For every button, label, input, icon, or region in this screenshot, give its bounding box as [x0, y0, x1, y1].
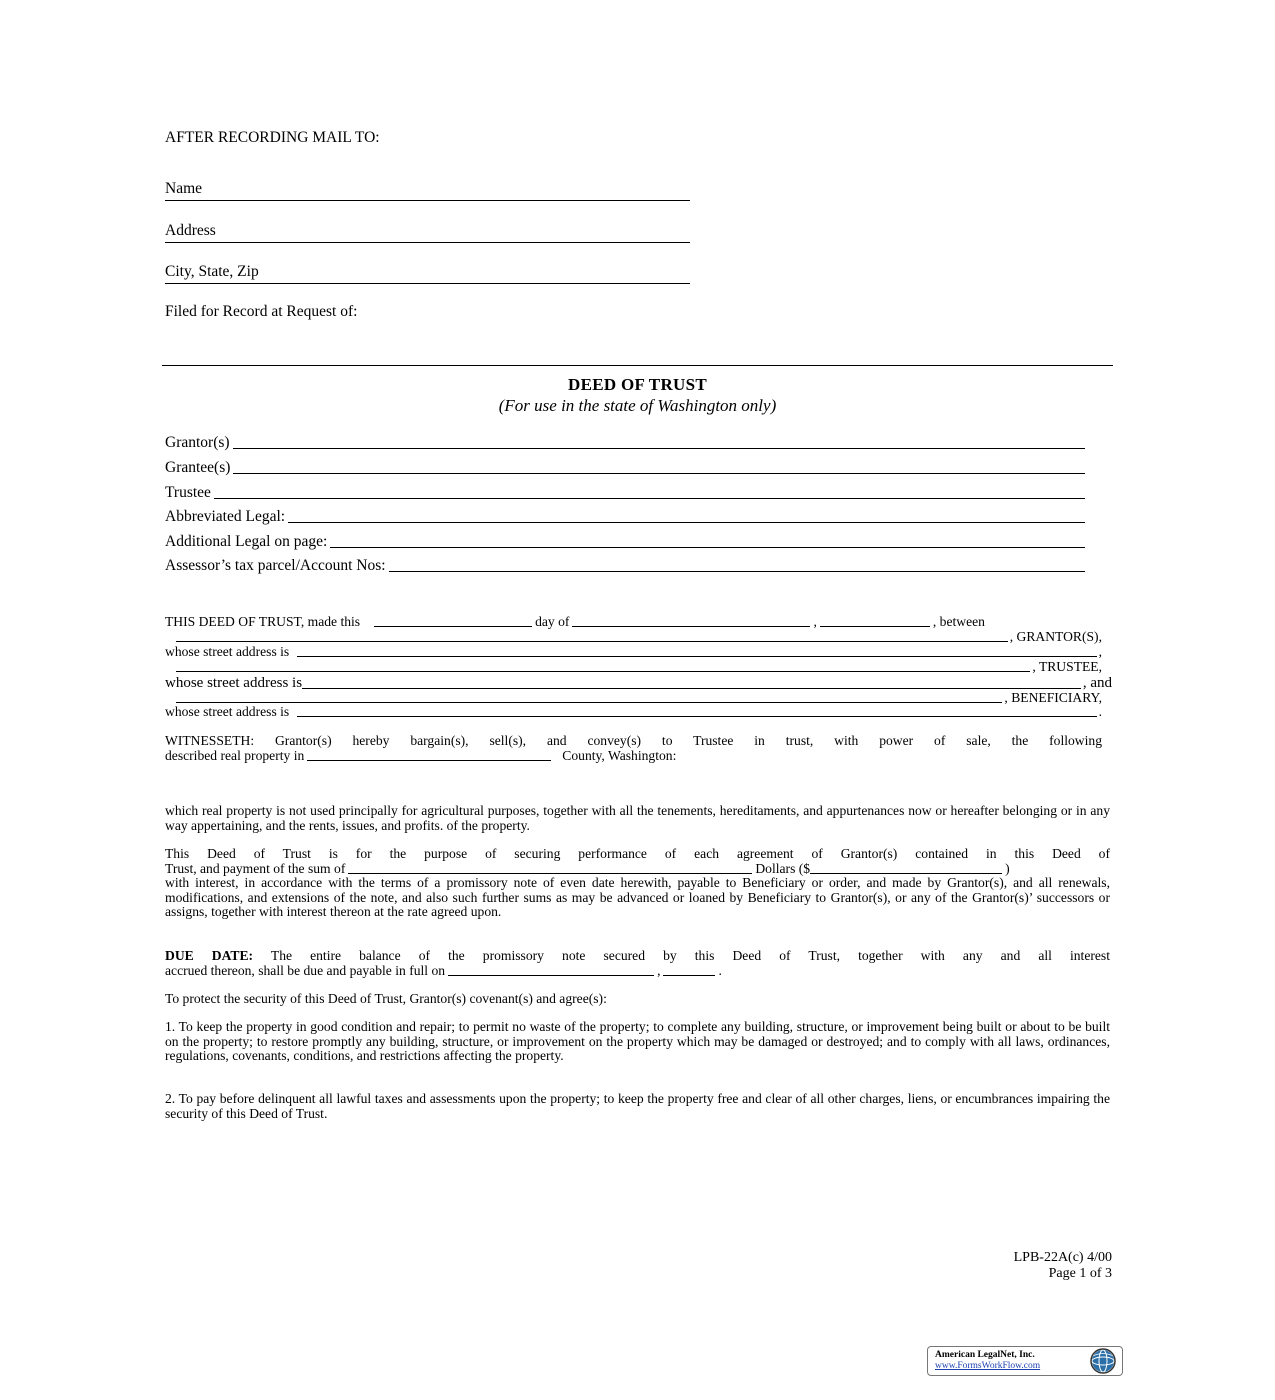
- grantor-address-line[interactable]: [297, 645, 1096, 657]
- abbreviated-legal-line[interactable]: [288, 508, 1085, 523]
- between-label: , between: [932, 614, 985, 629]
- day-line[interactable]: [374, 615, 532, 627]
- due-date-line[interactable]: [448, 964, 654, 976]
- name-field[interactable]: [165, 180, 690, 201]
- covenant-item-2: 2. To pay before delinquent all lawful taxes and assessments upon the property; to keep the property free and clear of all other charges, liens, or encumbrances impairing the security of this Deed of Trust.: [165, 1091, 1110, 1121]
- purpose-sum-row: [165, 861, 1100, 876]
- due-date-payable: accrued thereon, shall be due and payable in full on: [165, 963, 446, 978]
- due-date-label: DUE DATE:: [165, 948, 254, 963]
- grantor-field[interactable]: [165, 432, 1085, 452]
- city-state-zip-label: City, State, Zip: [165, 263, 259, 280]
- assessor-label: Assessor’s tax parcel/Account Nos:: [165, 557, 386, 574]
- and-label: , and: [1082, 675, 1112, 691]
- due-date-line1: [165, 949, 1110, 964]
- beneficiary-address-row: [165, 704, 1102, 719]
- county-suffix: County, Washington:: [562, 748, 677, 763]
- grantee-label: Grantee(s): [165, 459, 231, 476]
- month-line[interactable]: [572, 615, 810, 627]
- grantor-address-label: whose street address is: [165, 644, 290, 659]
- comma-1: ,: [813, 614, 817, 629]
- covenant-item-1: 1. To keep the property in good condition and repair; to permit no waste of the property; to complete any building, structure, or improvement being built or about to be built on the property; to restore promptly any building, structure, or improvement on the property which may be damaged or destroyed; and to comply with all laws, ordinances, regulations, covenants, conditions, and restrictions affecting the property.: [165, 1019, 1110, 1064]
- beneficiary-address-period: .: [1098, 704, 1102, 719]
- sum-words-line[interactable]: [348, 862, 752, 874]
- trustee-label: Trustee: [165, 484, 211, 501]
- grantee-line[interactable]: [233, 459, 1085, 474]
- beneficiary-name-line[interactable]: [176, 691, 1002, 703]
- day-of-label: day of: [535, 614, 570, 629]
- grantors-label: , GRANTOR(S),: [1009, 629, 1102, 644]
- real-property-paragraph: which real property is not used principally for agricultural purposes, together with all the tenements, hereditaments, and appurtenances now or hereafter belonging or in any way appertaining, and the rents, issues, and profits. of the property.: [165, 803, 1110, 833]
- due-date-line2: [165, 963, 865, 978]
- assessor-field[interactable]: [165, 555, 1085, 575]
- document-subtitle: (For use in the state of Washington only): [498, 396, 777, 415]
- trustee-line[interactable]: [214, 484, 1085, 499]
- assessor-line[interactable]: [389, 557, 1085, 572]
- additional-legal-line[interactable]: [330, 533, 1085, 548]
- trustee-row: [174, 659, 1102, 674]
- beneficiary-address-label: whose street address is: [165, 704, 290, 719]
- purpose-paragraph: with interest, in accordance with the terms of a promissory note of even date herewith, payable to Beneficiary or order, and made by Grantor(s), and all renewals, modifications, and extensions of the note, and also such further sums as may be advanced or loaned by Beneficiary to Grantor(s), or any of the Grantor(s)’ successors or assigns, together with interest thereon at the rate agreed upon.: [165, 875, 1110, 920]
- beneficiary-address-line[interactable]: [297, 705, 1096, 717]
- trustee-field[interactable]: [165, 482, 1085, 502]
- grantors-line[interactable]: [176, 630, 1008, 642]
- due-date-comma: ,: [657, 963, 661, 978]
- abbreviated-legal-field[interactable]: [165, 506, 1085, 526]
- year-line[interactable]: [820, 615, 930, 627]
- due-year-line[interactable]: [663, 964, 715, 976]
- grantor-address-comma: ,: [1098, 644, 1102, 659]
- globe-icon: [1087, 1348, 1119, 1374]
- grantor-label: Grantor(s): [165, 434, 230, 451]
- made-this-row: [165, 614, 1102, 629]
- trustee-role-label: , TRUSTEE,: [1032, 659, 1102, 674]
- document-title: DEED OF TRUST: [568, 375, 707, 394]
- witnesseth-line2: [165, 748, 865, 763]
- logo-url[interactable]: www.FormsWorkFlow.com: [935, 1361, 1041, 1371]
- american-legalnet-logo[interactable]: [927, 1346, 1123, 1376]
- due-date-period: .: [718, 963, 722, 978]
- witnesseth-line1: WITNESSETH: Grantor(s) hereby bargain(s), sell(s), and convey(s) to Trustee in trust, with power of sale, the following: [165, 733, 1102, 748]
- trustee-address-line[interactable]: [302, 677, 1081, 689]
- dollars-close: ): [1005, 861, 1010, 876]
- header-divider: [162, 365, 1113, 366]
- name-label: Name: [165, 180, 203, 197]
- beneficiary-role-label: , BENEFICIARY,: [1004, 690, 1102, 705]
- dollars-label: Dollars ($: [755, 861, 811, 876]
- logo-company: American LegalNet, Inc.: [935, 1350, 1035, 1360]
- grantor-line[interactable]: [233, 434, 1085, 449]
- page-number: Page 1 of 3: [1048, 1266, 1112, 1281]
- trustee-address-row: [165, 674, 1112, 691]
- purpose-line1: This Deed of Trust is for the purpose of securing performance of each agreement of Grantor(s) contained in this Deed of: [165, 846, 1110, 861]
- address-field[interactable]: [165, 222, 690, 243]
- sum-label: Trust, and payment of the sum of: [165, 861, 346, 876]
- trustee-address-label: whose street address is: [165, 675, 303, 691]
- due-date-text: The entire balance of the promissory note secured by this Deed of Trust, together with any and all interest: [253, 948, 1110, 963]
- additional-legal-field[interactable]: [165, 531, 1085, 551]
- made-this-label: THIS DEED OF TRUST, made this: [165, 614, 361, 629]
- grantee-field[interactable]: [165, 457, 1085, 477]
- beneficiary-row: [174, 690, 1102, 705]
- grantors-row: [174, 629, 1102, 644]
- address-label: Address: [165, 222, 216, 239]
- county-line[interactable]: [307, 749, 551, 761]
- filed-for-record-label: Filed for Record at Request of:: [165, 303, 358, 320]
- protect-paragraph: To protect the security of this Deed of Trust, Grantor(s) covenant(s) and agree(s):: [165, 991, 607, 1006]
- city-state-zip-field[interactable]: [165, 263, 690, 284]
- abbreviated-legal-label: Abbreviated Legal:: [165, 508, 286, 525]
- sum-amount-line[interactable]: [810, 862, 1002, 874]
- form-id: LPB-22A(c) 4/00: [1013, 1250, 1112, 1265]
- mail-to-heading: AFTER RECORDING MAIL TO:: [165, 129, 380, 146]
- county-prefix: described real property in: [165, 748, 305, 763]
- trustee-name-line[interactable]: [176, 660, 1030, 672]
- grantor-address-row: [165, 644, 1102, 659]
- additional-legal-label: Additional Legal on page:: [165, 533, 328, 550]
